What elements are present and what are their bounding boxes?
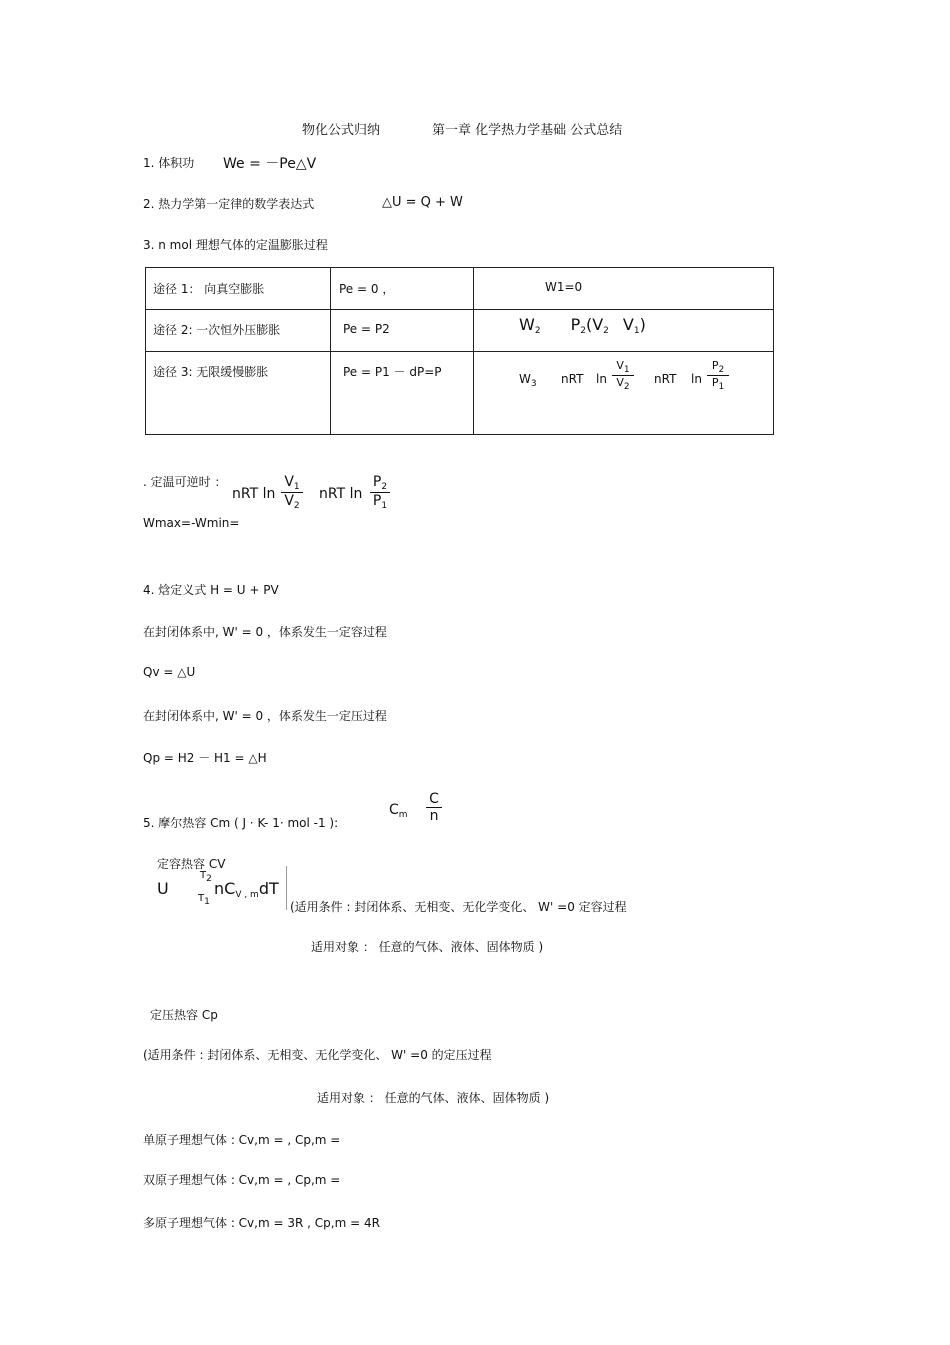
pressure-ratio — [707, 359, 729, 392]
cp-label: 定压热容 Cp — [150, 1008, 218, 1022]
wmax-label: Wmax=-Wmin= — [143, 516, 240, 530]
qp-formula: Qp = H2 － H1 = △H — [143, 751, 267, 765]
v2-subscript: 2 — [623, 382, 630, 392]
vm-subscript: V , m — [235, 890, 259, 900]
section-2-formula: △U = Q + W — [382, 195, 463, 210]
cp-applicable-objects: 适用对象 ： 任意的气体、液体、固体物质 ) — [317, 1091, 550, 1105]
t1-symbol: T — [198, 893, 205, 904]
table-cell — [331, 268, 474, 310]
v1-symbol: V — [284, 474, 294, 490]
cv-label: 定容热容 CV — [157, 857, 226, 871]
path-3-pe: Pe = P1 － dP=P — [343, 365, 442, 379]
c-numerator: C — [429, 791, 439, 807]
constant-pressure-condition: 在封闭体系中, W' = 0 ，体系发生一定压过程 — [143, 709, 387, 723]
w-subscript: 2 — [534, 326, 541, 336]
p-subscript: 2 — [580, 326, 586, 336]
u-symbol: U — [157, 879, 169, 898]
reversible-volume-ratio — [281, 474, 303, 511]
table-cell — [474, 310, 774, 352]
v-symbol: V — [622, 315, 634, 334]
nrt-term: nRT — [561, 372, 584, 386]
integral-upper-limit — [200, 870, 212, 884]
ln-operator: ln — [596, 372, 607, 386]
volume-ratio — [612, 359, 634, 392]
table-row — [146, 310, 774, 352]
reversible-nrt-2: nRT ln — [319, 486, 363, 502]
path-1-pe: Pe = 0 ， — [339, 282, 395, 296]
p1-subscript: 1 — [381, 501, 388, 511]
w-subscript: 3 — [530, 379, 537, 389]
table-cell — [331, 310, 474, 352]
dt-symbol: dT — [258, 879, 279, 898]
n-denominator: n — [429, 808, 439, 824]
v2-symbol: V — [616, 376, 624, 389]
v1-subscript: 1 — [293, 482, 300, 492]
cm-ratio — [426, 791, 442, 824]
v2-symbol: V — [284, 493, 294, 509]
path-2-work-formula — [519, 315, 646, 336]
ln-operator: ln — [691, 372, 702, 386]
p-symbol: P — [570, 315, 581, 334]
integral-lower-limit — [198, 893, 210, 907]
section-3-label: 3. n mol 理想气体的定温膨胀过程 — [143, 238, 328, 252]
w-symbol: W — [519, 315, 535, 334]
nc-symbol: nC — [214, 879, 236, 898]
t1-subscript: 1 — [204, 897, 210, 907]
table-cell — [474, 268, 774, 310]
integrand — [214, 879, 279, 900]
v2-subscript: 2 — [603, 326, 609, 336]
path-2-pe: Pe = P2 — [343, 322, 390, 336]
cv-conditions: (适用条件 : 封闭体系、无相变、无化学变化、 W' =0 定容过程 — [290, 900, 627, 914]
v-close: ) — [639, 315, 646, 334]
table-row — [146, 352, 774, 435]
section-5-label: 5. 摩尔热容 Cm ( J · K- 1· mol -1 ): — [143, 816, 339, 830]
reversible-nrt-1: nRT ln — [232, 486, 276, 502]
reversible-label: . 定温可逆时 ： — [143, 475, 227, 489]
v1-subscript: 1 — [623, 365, 630, 375]
section-1-label: 1. 体积功 — [143, 156, 195, 170]
polyatomic-gas: 多原子理想气体 : Cv,m = 3R , Cp,m = 4R — [143, 1216, 380, 1230]
p2-subscript: 2 — [718, 365, 725, 375]
p1-symbol: P — [711, 376, 719, 389]
expansion-paths-table — [145, 267, 774, 435]
c-symbol: C — [389, 802, 399, 818]
monatomic-gas: 单原子理想气体 : Cv,m = , Cp,m = — [143, 1133, 341, 1147]
table-row — [146, 268, 774, 310]
path-3-label: 途径 3: 无限缓慢膨胀 — [153, 365, 269, 379]
doc-title-right: 第一章 化学热力学基础 公式总结 — [432, 123, 623, 138]
table-cell — [146, 352, 331, 435]
table-cell — [331, 352, 474, 435]
v1-symbol: V — [616, 359, 624, 372]
formula-divider — [286, 866, 287, 910]
section-4-label: 4. 焓定义式 H = U + PV — [143, 583, 279, 597]
path-1-label: 途径 1： 向真空膨胀 — [153, 282, 265, 296]
qv-formula: Qv = △U — [143, 665, 196, 679]
path-1-work: W1=0 — [545, 280, 583, 294]
cp-conditions: (适用条件 : 封闭体系、无相变、无化学变化、 W' =0 的定压过程 — [143, 1048, 492, 1062]
w-symbol: W — [519, 372, 531, 386]
cv-applicable-objects: 适用对象 ： 任意的气体、液体、固体物质 ) — [311, 940, 544, 954]
v-open: (V — [585, 315, 604, 334]
doc-title-left: 物化公式归纳 — [302, 123, 381, 138]
p2-symbol: P — [372, 474, 382, 490]
v2-subscript: 2 — [293, 501, 300, 511]
constant-volume-condition: 在封闭体系中, W' = 0 ，体系发生一定容过程 — [143, 625, 387, 639]
p1-symbol: P — [372, 493, 382, 509]
table-cell — [474, 352, 774, 435]
t2-symbol: T — [200, 870, 207, 881]
table-cell — [146, 268, 331, 310]
t2-subscript: 2 — [206, 874, 212, 884]
v1-subscript: 1 — [633, 326, 640, 336]
p2-symbol: P — [711, 359, 719, 372]
p2-subscript: 2 — [381, 482, 388, 492]
reversible-pressure-ratio — [370, 474, 390, 511]
diatomic-gas: 双原子理想气体 : Cv,m = , Cp,m = — [143, 1173, 341, 1187]
p1-subscript: 1 — [718, 382, 725, 392]
cm-symbol — [389, 802, 408, 820]
section-2-label: 2. 热力学第一定律的数学表达式 — [143, 197, 315, 211]
table-cell — [146, 310, 331, 352]
section-1-formula: We = －Pe△V — [223, 156, 317, 172]
nrt-term: nRT — [654, 372, 677, 386]
path-2-label: 途径 2: 一次恒外压膨胀 — [153, 323, 281, 337]
m-subscript: m — [398, 810, 408, 820]
